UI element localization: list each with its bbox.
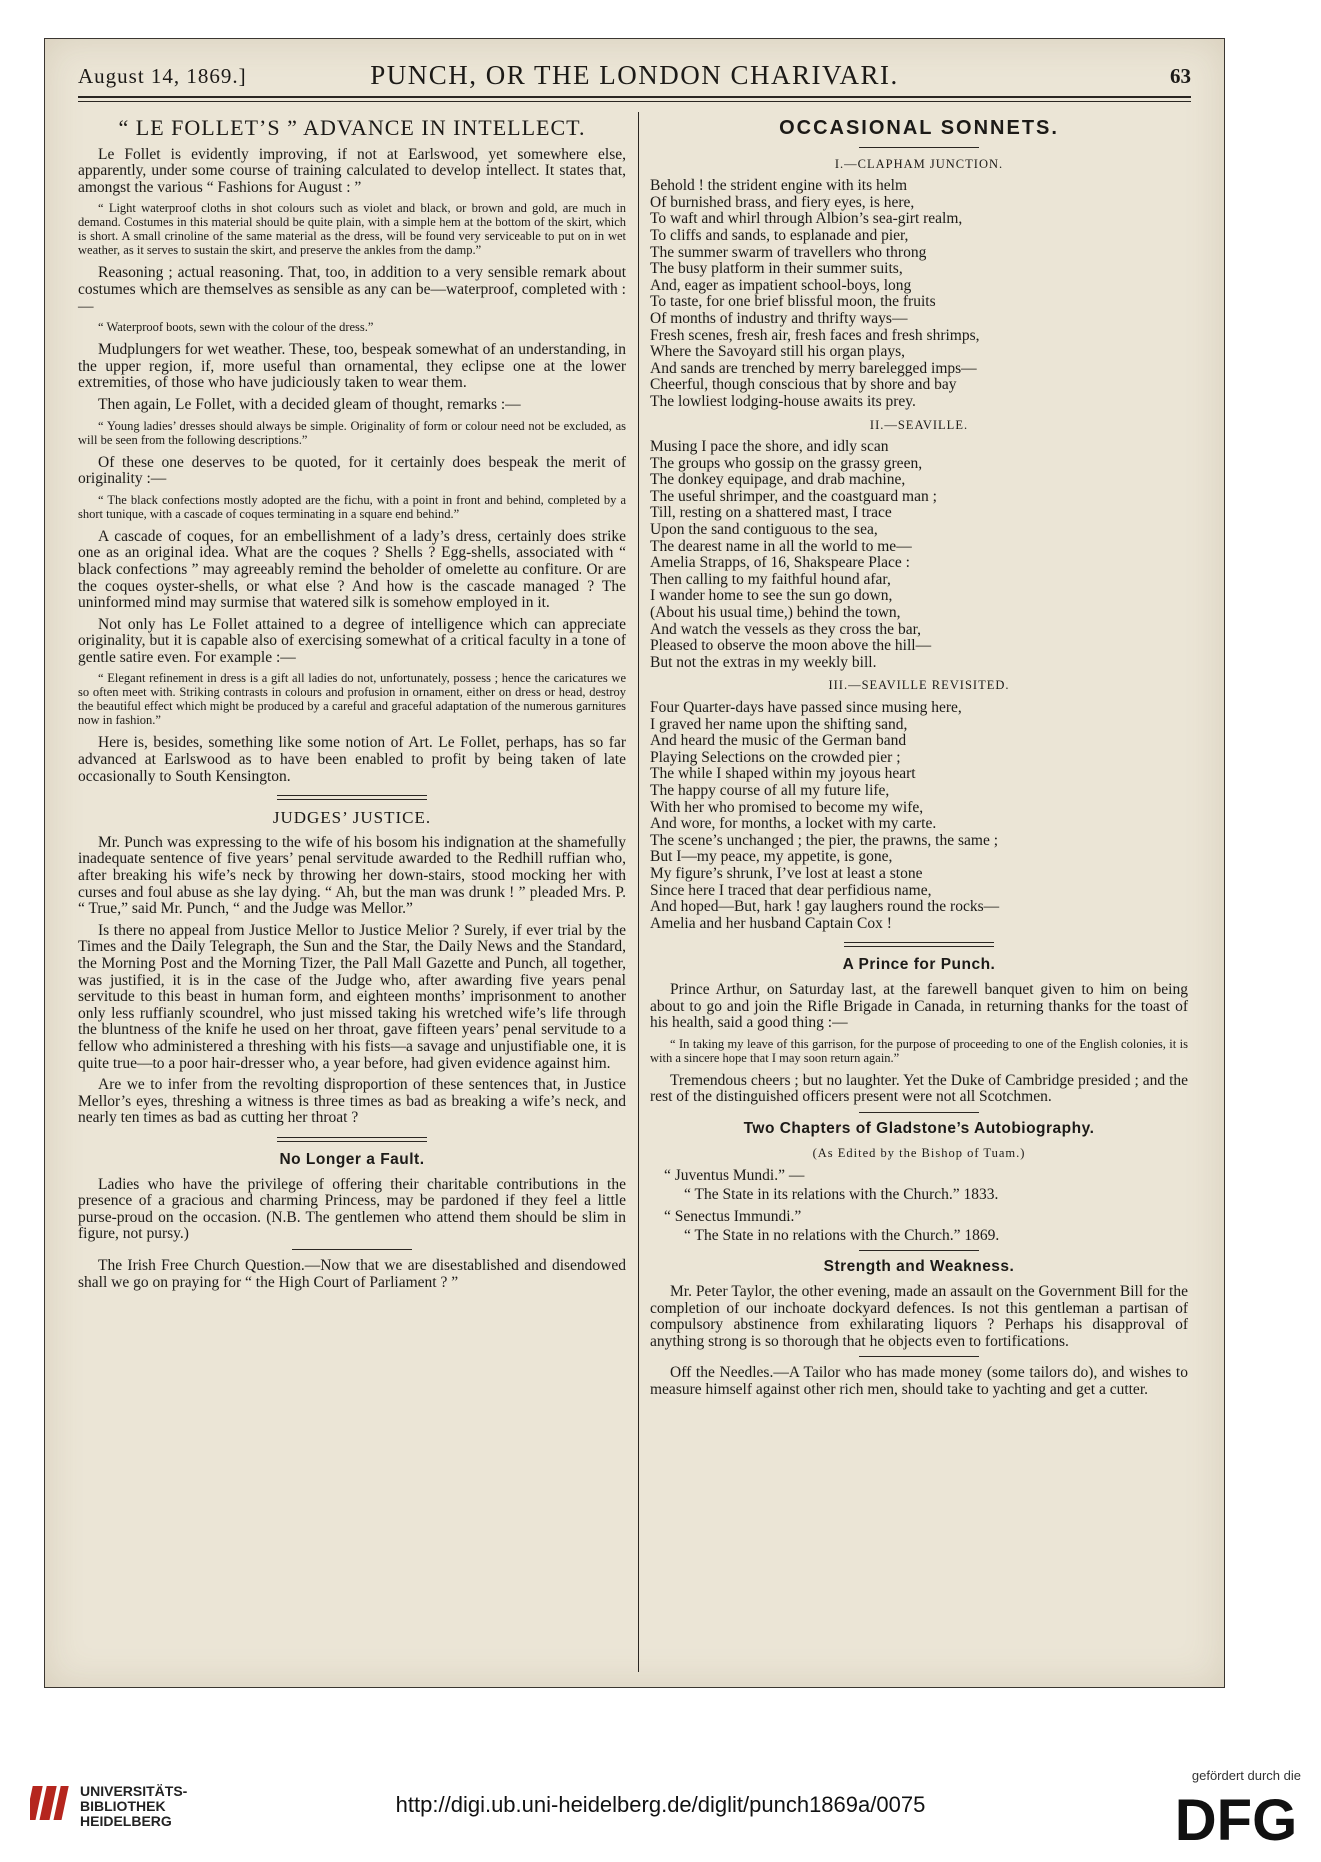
poem-line: Fresh scenes, fresh air, fresh faces and fresh shrimps, — [650, 326, 980, 344]
paragraph: The Irish Free Church Question.—Now that we are disestablished and disendowed shall we go on praying for “ the High Court of Parliament ? ” — [78, 1256, 626, 1291]
poem-line: I wander home to see the sun go down, — [650, 587, 893, 605]
quotation: “ Waterproof boots, sewn with the colour of the dress.” — [98, 320, 374, 335]
poem-line: And watch the vessels as they cross the bar, — [650, 620, 921, 638]
page-header — [78, 60, 1191, 90]
article-title-prince: A Prince for Punch. — [842, 956, 996, 974]
quotation: “ Light waterproof cloths in shot colours such as violet and black, or brown and gold, are much in demand. Costumes in this material should be quite plain, with a simple hem at the bottom of the skirt, which is short. A small crinoline of the same material as the dress, will be found very serviceable to put on in wet weather, as it serves to sustain the skirt, and preserve the ankles from the damp.” — [78, 201, 626, 258]
article-title-strength: Strength and Weakness. — [823, 1258, 1015, 1276]
paragraph: Mr. Peter Taylor, the other evening, made an assault on the Government Bill for the completion of our inchoate dockyard defences. Is not this gentleman a partisan of compulsory abstinence from exhilarating liquors ? Perhaps his disapproval of anything strong is so thorough that he objects even to fortifications. — [650, 1283, 1188, 1350]
paragraph: Reasoning ; actual reasoning. That, too, in addition to a very sensible remark about costumes which are themselves as sensible as any can be—waterproof, completed with :— — [78, 264, 626, 315]
paragraph: Not only has Le Follet attained to a degree of intelligence which can appreciate originality, but it is capable also of exercising somewhat of a critical faculty in a tone of gentle satire even. For example :— — [78, 615, 626, 666]
section-separator — [277, 1137, 427, 1142]
permalink-url[interactable]: http://digi.ub.uni-heidelberg.de/diglit/punch1869a/0075 — [395, 1792, 926, 1817]
poem-line: The scene’s unchanged ; the pier, the prawns, the same ; — [650, 831, 999, 849]
section-separator — [859, 147, 979, 148]
poem-line: But I—my peace, my appetite, is gone, — [650, 848, 893, 866]
quotation: “ Elegant refinement in dress is a gift all ladies do not, unfortunately, possess ; hence the caricatures we so often meet with. Striking contrasts in colours and profusion in ornament, either on dress or head, destroy the beautiful effect which might be produced by a careful and graceful adaptation of the numerous garnitures now in fashion.” — [78, 671, 626, 728]
poem-line: Where the Savoyard still his organ plays, — [650, 343, 905, 361]
sonnet-clapham — [650, 178, 1188, 410]
header-rule-thin — [78, 101, 1191, 102]
poem-line: And, eager as impatient school-boys, long — [650, 276, 912, 294]
paragraph: Le Follet is evidently improving, if not at Earlswood, yet somewhere else, apparently, under some course of training calculated to develop intellect. It states that, amongst the various “ Fashions for August : ” — [78, 145, 626, 196]
paragraph: Prince Arthur, on Saturday last, at the farewell banquet given to him on being about to go and join the Rifle Brigade in Canada, in returning thanks for the toast of his health, said a good thing :— — [650, 980, 1188, 1032]
poem-line: Musing I pace the shore, and idly scan — [650, 438, 889, 456]
section-separator — [859, 1356, 979, 1357]
paragraph: Then again, Le Follet, with a decided gleam of thought, remarks :— — [98, 395, 521, 413]
ub-line: BIBLIOTHEK — [80, 1798, 166, 1814]
ub-line: HEIDELBERG — [80, 1813, 172, 1829]
poem-line: I graved her name upon the shifting sand, — [650, 715, 908, 733]
section-separator — [844, 942, 994, 947]
section-separator — [292, 1249, 412, 1250]
poem-line: Playing Selections on the crowded pier ; — [650, 748, 901, 766]
paragraph: Off the Needles.—A Tailor who has made money (some tailors do), and wishes to measure himself against other rich men, should take to yachting and get a cutter. — [650, 1364, 1188, 1398]
poem-line: Behold ! the strident engine with its helm — [650, 177, 907, 195]
poem-line: Pleased to observe the moon above the hill— — [650, 637, 932, 655]
poem-line: Of burnished brass, and fiery eyes, is here, — [650, 193, 915, 211]
dfg-logo-icon — [1171, 1788, 1301, 1848]
paragraph: Here is, besides, something like some notion of Art. Le Follet, perhaps, has so far advanced at Earlswood as to have been enabled to profit by being taken of late occasionally to South Kensington. — [78, 734, 626, 785]
article-title-judges: JUDGES’ JUSTICE. — [272, 808, 432, 828]
poem-line: Amelia and her husband Captain Cox ! — [650, 914, 892, 932]
chapter-line: “ The State in its relations with the Church.” 1833. — [684, 1185, 999, 1203]
dfg-logo-text: DFG — [1174, 1788, 1298, 1848]
poem-line: Then calling to my faithful hound afar, — [650, 570, 891, 588]
quotation: “ Young ladies’ dresses should always be simple. Originality of form or colour need not be excluded, as will be seen from the following descriptions.” — [78, 418, 626, 447]
poem-line: The busy platform in their summer suits, — [650, 260, 903, 278]
header-rule — [78, 96, 1191, 98]
scanned-page — [44, 38, 1225, 1688]
article-title-follet: “ LE FOLLET’S ” ADVANCE IN INTELLECT. — [118, 115, 586, 140]
poem-line: Cheerful, though conscious that by shore and bay — [650, 376, 957, 394]
poem-line: To cliffs and sands, to esplanade and pier, — [650, 226, 909, 244]
poem-line: To taste, for one brief blissful moon, the fruits — [650, 293, 936, 311]
quotation: “ The black confections mostly adopted are the fichu, with a point in front and behind, completed by a short tunique, with a cascade of coques terminating in a square end behind.” — [78, 492, 626, 521]
paragraph: Mudplungers for wet weather. These, too, bespeak somewhat of an understanding, in the upper region, if, more useful than ornamental, they eclipse one at the lower extremities, of those who have judiciously taken to wear them. — [78, 341, 626, 392]
section-separator — [277, 795, 427, 800]
sonnet-seaville — [650, 439, 1188, 671]
paragraph: Of these one deserves to be quoted, for it certainly does bespeak the merit of originality :— — [78, 453, 626, 488]
section-separator — [859, 1250, 979, 1251]
poem-line: And wore, for months, a locket with my carte. — [650, 815, 937, 833]
poem-line: To waft and whirl through Albion’s sea-girt realm, — [650, 210, 963, 228]
poem-line: The dearest name in all the world to me— — [650, 537, 912, 555]
poem-line: And heard the music of the German band — [650, 732, 907, 750]
masthead-title: PUNCH, OR THE LONDON CHARIVARI. — [370, 60, 899, 90]
article-title-sonnets: OCCASIONAL SONNETS. — [779, 117, 1059, 139]
poem-line: The while I shaped within my joyous heart — [650, 765, 916, 783]
paragraph: Is there no appeal from Justice Mellor to Justice Melior ? Surely, if ever trial by the Times and the Daily Telegraph, the Sun and the Star, the Daily News and the Standard, the Morning Post and the Morning Tizer, the Pall Mall Gazette and Punch, all together, was justified, it is in the case of the Judge who, after awarding five years penal servitude to this beast in human form, and eighteen months’ imprisonment to another only less ruffianly scoundrel, who just missed taking his wretched wife’s life through the bluntness of the knife he used on her throat, gave fifteen years’ penal servitude to a fellow who administered a threshing with his fists—a savage and unjustifiable one, it is quite true—to a poor hair-dresser who, a year before, had given evidence against him. — [78, 921, 626, 1072]
sonnet-seaville-revisited — [650, 700, 1188, 932]
article-title-gladstone: Two Chapters of Gladstone’s Autobiography. — [743, 1119, 1095, 1137]
poem-line: The happy course of all my future life, — [650, 781, 890, 799]
poem-line: The summer swarm of travellers who throng — [650, 243, 927, 261]
section-separator — [859, 1112, 979, 1113]
column-divider — [638, 112, 639, 1672]
poem-line: Upon the sand contiguous to the sea, — [650, 521, 878, 539]
poem-line: My figure’s shrunk, I’ve lost at least a stone — [650, 864, 923, 882]
paragraph: Ladies who have the privilege of offering their charitable contributions in the presence of a gracious and charming Princess, may be pardoned if they feel a little purse-proud on the occasion. (N.B. The gentlemen who attend them should be slim in figure, not pursy.) — [78, 1175, 626, 1243]
sonnet-title: III.—SEAVILLE REVISITED. — [828, 678, 1010, 693]
sonnet-title: I.—CLAPHAM JUNCTION. — [834, 156, 1004, 171]
chapter-line: “ Juventus Mundi.” — — [664, 1167, 805, 1185]
sonnet-title: II.—SEAVILLE. — [869, 417, 969, 432]
poem-line: And sands are trenched by merry barelegged imps— — [650, 359, 977, 377]
poem-line: The groups who gossip on the grassy green, — [650, 454, 923, 472]
poem-line: Till, resting on a shattered mast, I trace — [650, 504, 892, 522]
poem-line: But not the extras in my weekly bill. — [650, 653, 877, 671]
poem-line: Four Quarter-days have passed since musing here, — [650, 699, 962, 716]
left-column — [78, 112, 626, 1296]
page-number: 63 — [1170, 64, 1191, 88]
paragraph: Mr. Punch was expressing to the wife of his bosom his indignation at the shamefully inadequate sentence of five years’ penal servitude awarded to the Redhill ruffian who, after breaking his wife’s neck by throwing her down-stairs, stood mocking her with curses and foul abuse as she lay dying. “ Ah, but the man was drunk ! ” pleaded Mrs. P. “ True,” said Mr. Punch, “ and the Judge was Mellor.” — [78, 833, 626, 918]
paragraph: Tremendous cheers ; but no laughter. Yet the Duke of Cambridge presided ; and the rest of the distinguished officers present were not all Scotchmen. — [650, 1071, 1188, 1106]
issue-date: August 14, 1869.] — [78, 64, 247, 88]
funding-label: gefördert durch die — [1191, 1768, 1301, 1783]
poem-line: Since here I traced that dear perfidious name, — [650, 881, 932, 899]
ub-line: UNIVERSITÄTS- — [80, 1783, 188, 1799]
poem-line: Of months of industry and thrifty ways— — [650, 309, 908, 327]
poem-line: And hoped—But, hark ! gay laughers round the rocks— — [650, 898, 1000, 916]
paragraph: Are we to infer from the revolting disproportion of these sentences that, in Justice Mellor’s eyes, threshing a witness is three times as bad as breaking a wife’s neck, and nearly ten times as bad as cutting her throat ? — [78, 1076, 626, 1127]
poem-line: (About his usual time,) behind the town, — [650, 604, 901, 622]
subtitle: (As Edited by the Bishop of Tuam.) — [812, 1146, 1026, 1161]
poem-line: With her who promised to become my wife, — [650, 798, 924, 816]
paragraph: A cascade of coques, for an embellishment of a lady’s dress, certainly does strike one as an original idea. What are the coques ? Shells ? Egg-shells, associated with “ black confections ” may agreeably remind the beholder of omelette au confiture. Or are the coques oyster-shells, or what else ? And how is the cascade managed ? The uninformed mind may surmise that watered silk is somehow employed in it. — [78, 527, 626, 612]
poem-line: The lowliest lodging-house awaits its prey. — [650, 392, 916, 410]
chapter-line: “ The State in no relations with the Church.” 1869. — [684, 1226, 1000, 1244]
poem-line: The donkey equipage, and drab machine, — [650, 471, 906, 489]
poem-line: Amelia Strapps, of 16, Shakspeare Place : — [650, 554, 910, 572]
right-column — [650, 112, 1188, 1404]
viewer-footer — [0, 1740, 1321, 1862]
quotation: “ In taking my leave of this garrison, for the purpose of proceeding to one of the English colonies, it is with a sincere hope that I may soon return again.” — [650, 1036, 1188, 1065]
poem-line: The useful shrimper, and the coastguard man ; — [650, 487, 937, 505]
chapter-line: “ Senectus Immundi.” — [664, 1208, 802, 1226]
article-title-fault: No Longer a Fault. — [279, 1150, 425, 1168]
